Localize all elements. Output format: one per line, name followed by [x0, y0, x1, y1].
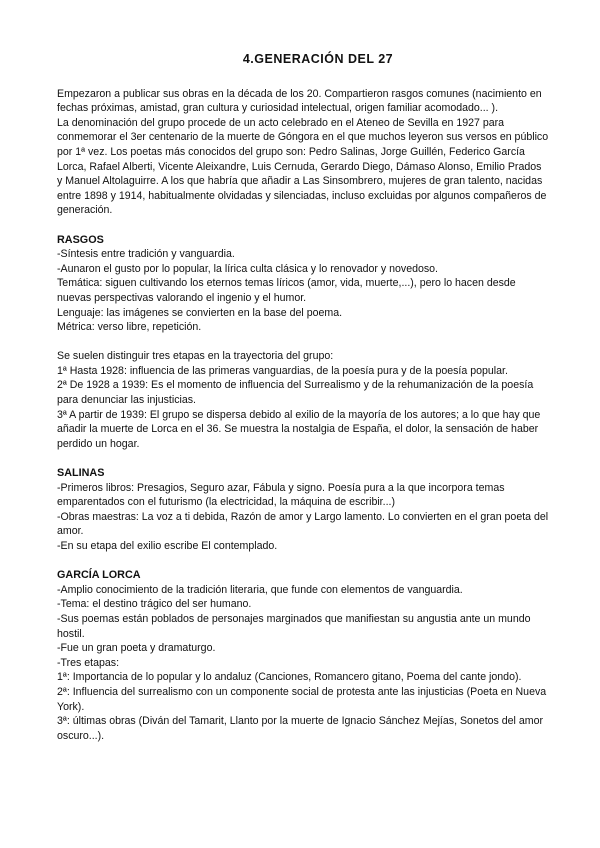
rasgos-line: -Síntesis entre tradición y vanguardia. [57, 248, 235, 261]
page-title: 4.GENERACIÓN DEL 27 [242, 52, 394, 66]
salinas-line: -En su etapa del exilio escribe El contemplado. [57, 540, 278, 552]
etapas-line: 3ª A partir de 1939: El grupo se dispersa debido al exilio de la mayoría de los autores; a lo que hay que añadir la muerte de Lorca en el 36. Se muestra la nostalgia de España, el dolor, la sensación de haber perdido un hogar. [57, 408, 541, 450]
document-page [57, 52, 549, 743]
lorca-line: 1ª: Importancia de lo popular y lo andaluz (Canciones, Romancero gitano, Poema del cante jondo). [57, 671, 522, 684]
intro-paragraph: La denominación del grupo procede de un acto celebrado en el Ateneo de Sevilla en 1927 para conmemorar el 3er centenario de la muerte de Góngora en el que muchos leyeron sus versos en público por 1ª vez. Los poetas más conocidos del grupo son: Pedro Salinas, Jorge Guillén, Federico García Lorca, Rafael Alberti, Vicente Aleixandre, Luis Cernuda, Gerardo Diego, Dámaso Alonso, Emilio Prados y Manuel Altolaguirre. A los que habría que añadir a Las Sinsombrero, mujeres de gran talento, nacidas entre 1898 y 1914, habitualmente olvidadas y silenciadas, incluso excluidas por algunos compañeros de generación. [57, 116, 549, 217]
salinas-line: -Obras maestras: La voz a ti debida, Razón de amor y Largo lamento. Lo convierten en el gran poeta del amor. [57, 510, 549, 538]
etapas-line: 1ª Hasta 1928: influencia de las primeras vanguardias, de la poesía pura y de la poesía popular. [57, 364, 508, 377]
lorca-line: -Sus poemas están poblados de personajes marginados que manifiestan su angustia ante un mundo hostil. [57, 612, 531, 640]
intro-section [57, 87, 549, 218]
lorca-line: -Tres etapas: [57, 656, 120, 669]
salinas-section [57, 466, 549, 554]
section-heading-lorca: GARCÍA LORCA [57, 569, 141, 582]
lorca-line: -Fue un gran poeta y dramaturgo. [57, 642, 216, 655]
etapas-line: Se suelen distinguir tres etapas en la trayectoria del grupo: [57, 350, 334, 363]
lorca-line: 2ª: Influencia del surrealismo con un componente social de protesta ante las injusticias (Poeta en Nueva York). [57, 685, 547, 713]
lorca-line: -Tema: el destino trágico del ser humano. [57, 598, 252, 611]
salinas-line: -Primeros libros: Presagios, Seguro azar, Fábula y signo. Poesía pura a la que incorpora temas emparentados con el futurismo (la electricidad, la máquina de escribir...) [57, 481, 505, 509]
section-heading-rasgos: RASGOS [57, 233, 104, 246]
intro-paragraph: Empezaron a publicar sus obras en la década de los 20. Compartieron rasgos comunes (nacimiento en fechas próximas, amistad, gran cultura y curiosidad intelectual, origen familiar acomodado... ). [57, 87, 542, 115]
etapas-line: 2ª De 1928 a 1939: Es el momento de influencia del Surrealismo y de la rehumanización de la poesía para denunciar las injusticias. [57, 379, 534, 407]
lorca-line: 3ª: últimas obras (Diván del Tamarit, Llanto por la muerte de Ignacio Sánchez Mejías, Sonetos del amor oscuro...). [57, 715, 543, 742]
rasgos-line: Temática: siguen cultivando los eternos temas líricos (amor, vida, muerte,...), pero lo hacen desde nuevas perspectivas valorando el ingenio y el humor. [57, 277, 516, 304]
rasgos-line: -Aunaron el gusto por lo popular, la lírica culta clásica y lo renovador y novedoso. [57, 262, 439, 275]
rasgos-line: Lenguaje: las imágenes se convierten en la base del poema. [57, 306, 343, 319]
lorca-line: -Amplio conocimiento de la tradición literaria, que funde con elementos de vanguardia. [57, 583, 463, 596]
section-heading-salinas: SALINAS [57, 467, 105, 480]
etapas-section [57, 349, 549, 451]
lorca-section [57, 568, 549, 743]
rasgos-section [57, 233, 549, 335]
rasgos-line: Métrica: verso libre, repetición. [57, 321, 202, 334]
